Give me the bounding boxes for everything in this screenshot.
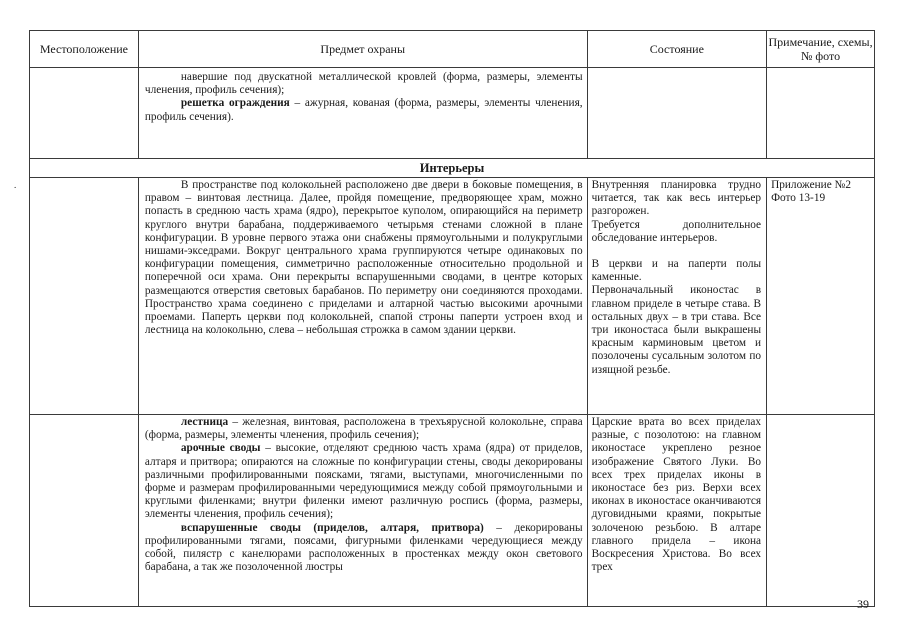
condition-iconostasis: Первоначальный иконостас в главном приделе в четыре става. В остальных двух – в три става. Все три иконостаса были выкрашены красным карминовым цветом и позолочены сусальным золотом по изящной резьбе. [591, 284, 762, 376]
subject-cell [138, 415, 587, 607]
header-location: Местоположение [30, 31, 139, 68]
row1-line1: навершие под двускатной металлической кровлей (форма, размеры, элементы членения, профиль сечения); [144, 71, 583, 97]
spacer [592, 245, 761, 258]
condition-floors: В церкви и на паперти полы каменные. [591, 258, 762, 284]
section-row [30, 159, 875, 178]
note-cell [767, 415, 875, 607]
header-subject: Предмет охраны [138, 31, 587, 68]
item-staircase-text: – железная, винтовая, расположена в трехъярусной колокольне, справа (форма, размеры, элементы членения, профиль сечения); [144, 416, 583, 442]
header-condition: Состояние [587, 31, 766, 68]
table-header-row [30, 31, 875, 68]
interior-description: В пространстве под колокольней расположено две двери в боковые помещения, в правом – винтовая лестница. Далее, пройдя помещение, предворяющее храм, можно попасть в среднюю часть храма (ядро), перекрытое куполом, опирающийся на периметр круглого внутри барабана, поддерживаемого четырьмя стенами сложной в плане конфигурации. В уровне первого этажа они снабжены прямоугольными и полукруглыми нишами-экседрами. Вокруг центрального храма группируются четыре одинаковых по конфигурации помещения, симметрично расположенные относительно продольной и поперечной оси храма. Они перекрыты вспарушенными сводами, в центре которых размещаются отверстия световых барабанов. По периметру они соединяются проходами. Пространство храма соединено с приделами и алтарной частью высокими арочными проемами. Паперть церкви под колокольней, спапой строны паперти устроен вход и лестница на колокольню, слева – небольшая строжка в самом здании церкви. [144, 179, 583, 337]
condition-royal-doors: Царские врата во всех приделах разные, с позолотою: на главном иконостасе укреплено резное изображение Святого Луки. Во всех трех приделах иконы в иконостасе без риз. Верхи всех иконах в иконостасе оканчиваются дуговидными краями, покрытые золоченою резьбою. В алтаре главного придела – икона Воскресения Христова. Во всех трех [591, 416, 762, 574]
condition-cell [587, 68, 766, 159]
header-note: Примечание, схемы, № фото [767, 31, 875, 68]
note-cell [767, 68, 875, 159]
table-row [30, 415, 875, 607]
table-row [30, 178, 875, 415]
item-arches [145, 442, 583, 521]
term-arches: арочные своды [180, 442, 261, 455]
condition-survey: Требуется дополнительное обследование интерьеров. [591, 218, 762, 244]
row1-fence-text: – ажурная, кованая (форма, размеры, элементы членения, профиль сечения). [144, 97, 583, 123]
item-vaults-text: – декорированы профилированными тягами, поясами, фигурными филенками чередующиеся между собой, пилястр с канелюрами расположенных в простенках между окон светового барабана, а так же позолоченной люстры [144, 521, 583, 574]
note-cell [767, 178, 875, 415]
note-appendix: Приложение №2 [771, 179, 851, 191]
term-fence: решетка ограждения [180, 97, 290, 110]
location-cell [30, 415, 139, 607]
scan-speck: . [14, 180, 17, 190]
protection-table [29, 30, 875, 607]
note-photos: Фото 13-19 [771, 192, 826, 205]
row1-fence [145, 97, 583, 123]
location-cell [30, 178, 139, 415]
section-title: Интерьеры [30, 159, 875, 178]
item-vaults [145, 522, 583, 575]
condition-cell [587, 415, 766, 607]
term-staircase: лестница [180, 416, 229, 428]
term-vaults: вспарушенные своды (приделов, алтаря, притвора) [180, 521, 484, 534]
subject-cell [138, 178, 587, 415]
condition-layout: Внутренняя планировка трудно читается, так как весь интерьер разгорожен. [591, 179, 762, 218]
item-arches-text: – высокие, отделяют среднюю часть храма (ядра) от приделов, алтаря и притвора; опираются на сложные по конфигурации стены, своды декорированы различными профилированными поясками, тягами, выступами, многочисленными по форме и размерам профилированными чередующимися между собой прямоугольными и круглыми филенками; внутри филенки имеют различную роспись (форма, размеры, элементы членения, профиль сечения); [144, 442, 583, 521]
location-cell [30, 68, 139, 159]
subject-cell [138, 68, 587, 159]
table-row [30, 68, 875, 159]
page-number: 39 [857, 597, 869, 611]
item-staircase [145, 416, 583, 442]
condition-cell [587, 178, 766, 415]
